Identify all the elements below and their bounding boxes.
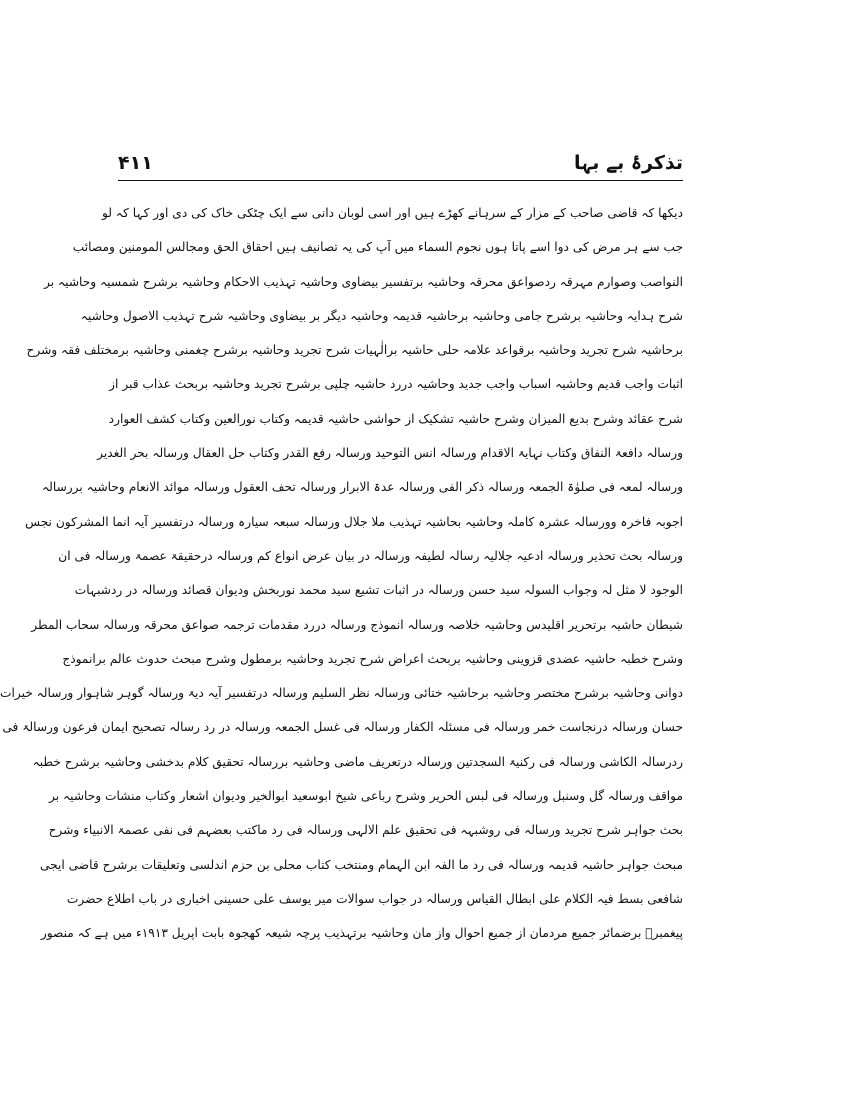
text-line: ردرسالہ الکاشی ورسالہ فی رکنیۃ السجدتین ورسالہ درتعریف ماضی وحاشیہ بررسالہ تحقیق کلام بدخشی وحاشیہ برشرح خطبہ bbox=[32, 754, 683, 769]
text-line: حسان ورسالہ درنجاست خمر ورسالہ فی مسئلہ الکفار ورسالہ فی غسل الجمعہ ورسالہ در رد رسالہ تصحیح ایمان فرعون ورسالۃ فی bbox=[2, 720, 683, 735]
text-line: شیطان حاشیہ برتحریر اقلیدس وحاشیہ خلاصہ ورسالہ انموذج ورسالہ دررد مقدمات ترجمہ صواعق محرقہ ورسالہ سحاب المطر bbox=[31, 617, 683, 632]
text-line: ورسالہ لمعہ فی صلوٰۃ الجمعہ ورسالہ ذکر الفی ورسالہ عدۃ الابرار ورسالہ تحف العقول ورسالہ موائد الانعام وحاشیہ بررسالہ bbox=[42, 480, 683, 495]
text-line: النواصب وصوارم مہرقہ ردصواعق محرقہ وحاشیہ برتفسیر بیضاوی وحاشیہ تہذیب الاحکام وحاشیہ برشرح شمسیہ وحاشیہ بر bbox=[44, 274, 683, 289]
text-line: بحث جواہر شرح تجرید ورسالہ فی روشبہہ فی تحقیق علم الالہی ورسالہ فی رد ماکتب بعضہم فی نفی عصمۃ الانبیاء وشرح bbox=[48, 823, 683, 838]
text-line: ورسالہ بحث تحذیر ورسالہ ادعیہ جلالیہ رسالہ لطیفہ ورسالہ در بیان عرض انواع کم ورسالہ درحقیقۃ عصمۃ ورسالہ فی ان bbox=[58, 548, 683, 563]
running-title: تذکرۂ بے بہا bbox=[573, 152, 683, 174]
body-text bbox=[0, 196, 683, 951]
text-line: ورسالہ دافعۃ النفاق وکتاب نہایۃ الاقدام ورسالہ انس التوحید ورسالہ رفع القدر وکتاب حل العقال ورسالہ بحر الغدیر bbox=[97, 446, 683, 461]
page-number: ۴۱۱ bbox=[118, 152, 153, 174]
text-line: مبحث جواہر حاشیہ قدیمہ ورسالہ فی رد ما الفہ ابن الہمام ومنتخب کتاب محلی بن حزم اندلسی وتعلیقات برشرح قاضی ایجی bbox=[39, 857, 683, 872]
text-line: وشرح خطبہ حاشیہ عضدی قزوینی وحاشیہ بربحث اعراض شرح تجرید وحاشیہ برمطول وشرح مبحث حدوث عالم برانموذج bbox=[62, 651, 683, 666]
text-line: اثبات واجب قدیم وحاشیہ اسباب واجب جدید وحاشیہ دررد حاشیہ چلپی برشرح تجرید وحاشیہ بربحث عذاب قبر از bbox=[109, 377, 683, 392]
text-line: شرح ہدایہ وحاشیہ برشرح جامی وحاشیہ برحاشیہ قدیمہ وحاشیہ دیگر بر بیضاوی وحاشیہ شرح تہذیب الاصول وحاشیہ bbox=[80, 308, 683, 323]
text-line: دیکھا کہ قاضی صاحب کے مزار کے سرہانے کھڑے ہیں اور اسی لوبان دانی سے ایک چٹکی خاک کی دی اور کہا کہ لو bbox=[102, 206, 683, 220]
text-line: شافعی بسط فیہ الکلام علی ابطال القیاس ورسالہ در جواب سوالات میر یوسف علی حسینی اخباری در باب اطلاع حضرت bbox=[66, 891, 683, 906]
text-line: پیغمبرؐ برضمائر جمیع مردمان از جمیع احوال واز مان وحاشیہ برتہذیب پرچہ شیعہ کھجوہ بابت اپریل ۱۹۱۳ء میں ہے کہ منصور bbox=[40, 926, 683, 941]
text-line: جب سے ہر مرض کی دوا اسے پاتا ہوں نجوم السماء میں آپ کی یہ تصانیف ہیں احقاق الحق ومجالس المومنین ومصائب bbox=[72, 240, 683, 255]
text-line: دوانی وحاشیہ برشرح مختصر وحاشیہ برحاشیہ ختائی ورسالہ نظر السلیم ورسالہ درتفسیر آیہ دیۃ ورسالہ گوہر شاہوار ورسالہ خیرات bbox=[0, 686, 683, 701]
text-line: اجوبہ فاخرہ وورسالہ عشرہ کاملہ وحاشیہ بحاشیہ تہذیب ملا جلال ورسالہ سبعہ سیارہ ورسالہ درتفسیر آیہ انما المشرکون نجس bbox=[25, 514, 683, 529]
text-line: برحاشیہ شرح تجرید وحاشیہ برقواعد علامہ حلی حاشیہ برالٰہیات شرح تجرید وحاشیہ برشرح چغمنی وحاشیہ برمختلف فقہ وشرح bbox=[26, 343, 683, 358]
text-line: شرح عقائد وشرح بدیع المیزان وشرح حاشیہ تشکیک از حواشی حاشیہ قدیمہ وکتاب نورالعین وکتاب کشف العوارد bbox=[108, 411, 683, 426]
text-line: الوجود لا مثل لہ وجواب السولہ سید حسن ورسالہ در اثبات تشیع سید محمد نوربخش ودیوان قصائد ورسالہ در ردشبہات bbox=[74, 583, 683, 598]
page-header bbox=[118, 140, 683, 181]
text-line: مواقف ورسالہ گل وسنبل ورسالہ فی لبس الحریر وشرح رباعی شیخ ابوسعید ابوالخیر ودیوان اشعار وکتاب منشات وحاشیہ بر bbox=[49, 789, 683, 804]
